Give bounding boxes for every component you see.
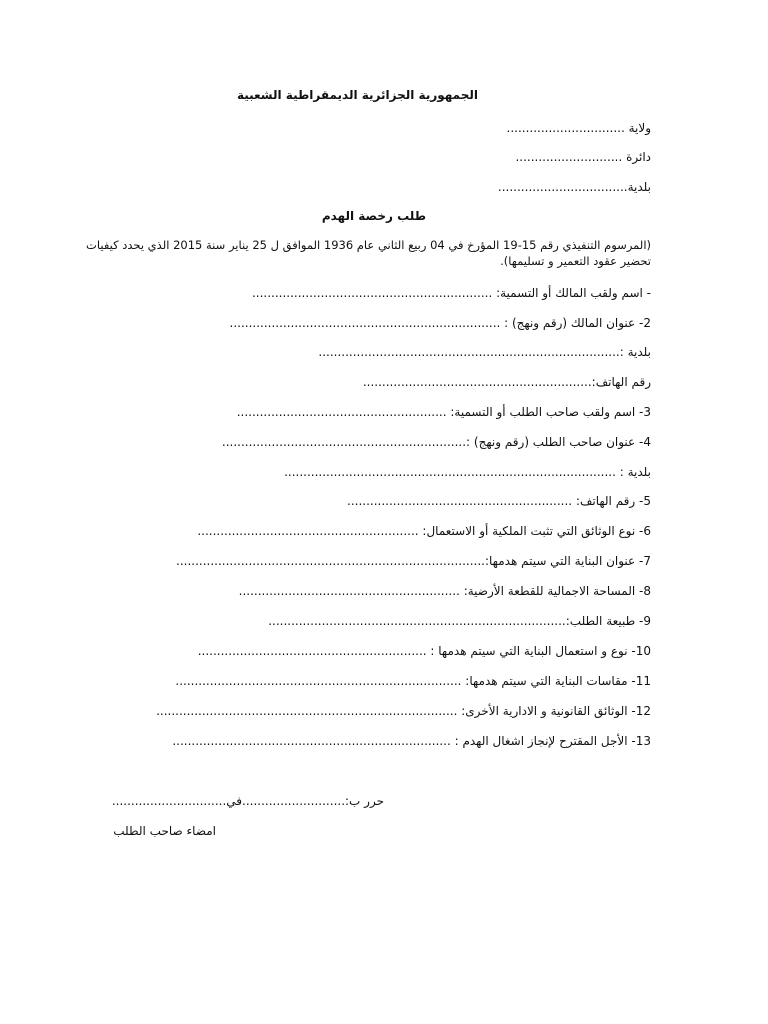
request-nature-field: 9- طبيعة الطلب:.............................................................................. [268,614,651,628]
applicant-baladiya-field: بلدية : ....................................................................................... [284,465,651,479]
building-address-field: 7- عنوان البناية التي سيتم هدمها:................................................................................. [176,554,651,568]
applicant-name-field: 3- اسم ولقب صاحب الطلب أو التسمية: ....................................................... [236,405,651,419]
building-use-field: 10- نوع و استعمال البناية التي سيتم هدمها : ............................................................ [197,644,651,658]
page-header: الجمهورية الجزائرية الديمقراطية الشعبية [236,88,478,102]
owner-phone-field: رقم الهاتف:............................................................ [362,375,651,389]
decree-reference-line1: (المرسوم التنفيذي رقم 15-19 المؤرخ في 04 ربيع الثاني عام 1936 الموافق ل 25 يناير سنة 2015 الذي يحدد كيفيات [86,238,651,252]
demolition-deadline-field: 13- الأجل المقترح لإنجاز اشغال الهدم : ......................................................................... [172,734,651,748]
applicant-phone-field: 5- رقم الهاتف: ........................................................... [347,494,651,508]
place-date-field: حرر ب:...........................في.............................. [111,794,384,808]
decree-reference-line2: تحضير عقود التعمير و تسليمها). [500,254,651,268]
daira-field: دائرة ............................ [515,150,651,164]
document-title: طلب رخصة الهدم [321,209,426,223]
owner-baladiya-field: بلدية :............................................................................... [318,345,651,359]
applicant-signature-label: امضاء صاحب الطلب [113,824,216,838]
building-dimensions-field: 11- مقاسات البناية التي سيتم هدمها: ........................................................................... [175,674,651,688]
ownership-documents-field: 6- نوع الوثائق التي تثبت الملكية أو الاستعمال: .......................................................... [197,524,651,538]
legal-documents-field: 12- الوثائق القانونية و الادارية الأخرى: ............................................................................... [156,704,651,718]
owner-name-field: - اسم ولقب المالك أو التسمية: ............................................................... [251,286,651,300]
baladiya-field: بلدية.................................. [497,180,651,194]
owner-address-field: 2- عنوان المالك (رقم ونهج) : ....................................................................... [229,316,651,330]
wilaya-field: ولاية ............................... [506,121,651,135]
applicant-address-field: 4- عنوان صاحب الطلب (رقم ونهج) :................................................................ [221,435,651,449]
land-area-field: 8- المساحة الاجمالية للقطعة الأرضية: .......................................................... [238,584,651,598]
